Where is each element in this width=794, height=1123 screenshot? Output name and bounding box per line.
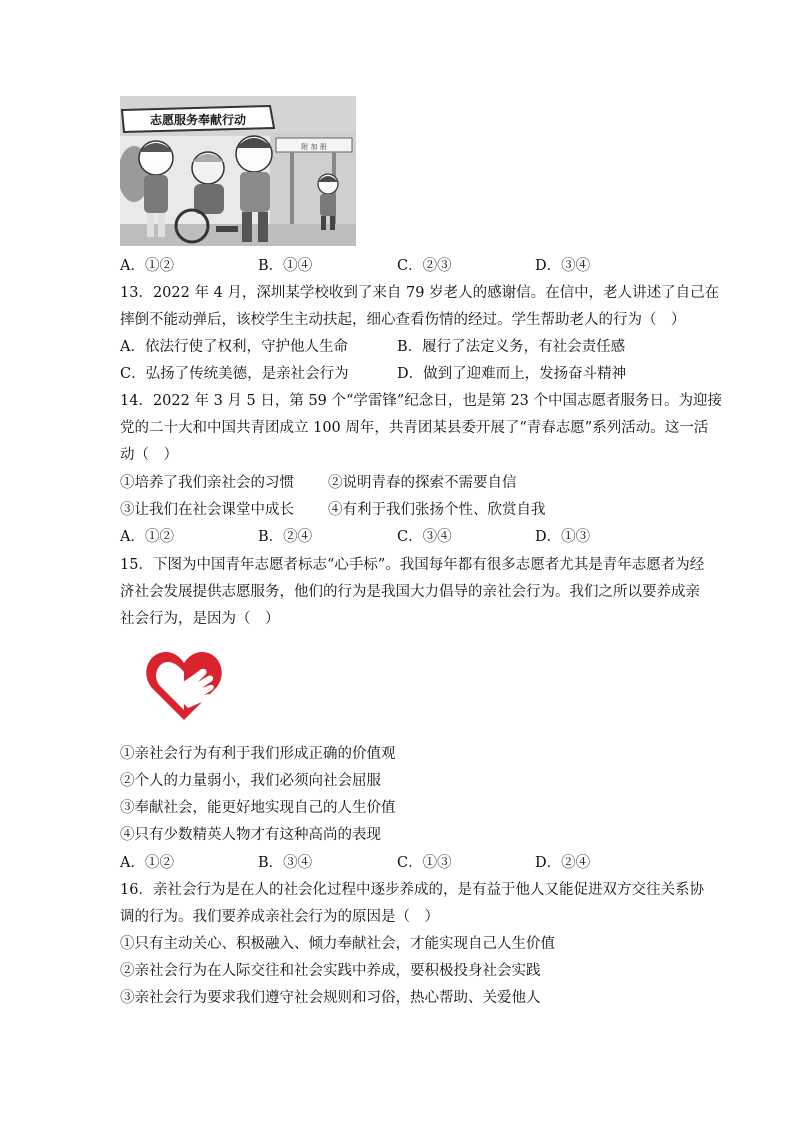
banner-title: 志愿服务奉献行动 [149, 113, 247, 127]
volunteer-illustration [120, 96, 356, 246]
q13-option-c[interactable]: C．弘扬了传统美德，是亲社会行为 [120, 366, 349, 382]
q15-option-a[interactable]: A．①② [120, 855, 174, 871]
heart-hand-logo-icon [144, 648, 224, 724]
q14-option-b[interactable]: B．②④ [258, 529, 313, 545]
street-sign: 附 加 册 [301, 143, 327, 151]
q13-stem-line-2: 摔倒不能动弹后，该校学生主动扶起，细心查看伤情的经过。学生帮助老人的行为（ ） [120, 312, 686, 328]
q15-stem-line-2: 济社会发展提供志愿服务，他们的行为是我国大力倡导的亲社会行为。我们之所以要养成亲 [120, 584, 700, 600]
q13-stem-line-1: 13．2022 年 4 月，深圳某学校收到了来自 79 岁老人的感谢信。在信中，老人讲述了自己在 [120, 285, 720, 301]
q15-statement-3: ③奉献社会，能更好地实现自己的人生价值 [120, 800, 396, 816]
q14-statement-3: ③让我们在社会课堂中成长 [120, 502, 294, 518]
q14-option-c[interactable]: C．③④ [397, 529, 452, 545]
q12-option-c[interactable]: C．②③ [397, 258, 452, 274]
q16-stem-line-1: 16．亲社会行为是在人的社会化过程中逐步养成的，是有益于他人又能促进双方交往关系协 [120, 882, 704, 898]
q16-statement-1: ①只有主动关心、积极融入、倾力奉献社会，才能实现自己人生价值 [120, 936, 555, 952]
q15-statement-2: ②个人的力量弱小，我们必须向社会屈服 [120, 773, 381, 789]
q15-stem-line-3: 社会行为，是因为（ ） [120, 611, 280, 627]
q15-option-b[interactable]: B．③④ [258, 855, 313, 871]
q14-statement-4: ④有利于我们张扬个性、欣赏自我 [328, 502, 546, 518]
q15-statement-1: ①亲社会行为有利于我们形成正确的价值观 [120, 746, 396, 762]
q15-stem-line-1: 15．下图为中国青年志愿者标志“心手标”。我国每年都有很多志愿者尤其是青年志愿者为经 [120, 557, 705, 573]
q14-stem-line-3: 动（ ） [120, 447, 178, 463]
q16-statement-3: ③亲社会行为要求我们遵守社会规则和习俗，热心帮助、关爱他人 [120, 990, 541, 1006]
q12-option-d[interactable]: D．③④ [535, 258, 591, 274]
q15-statement-4: ④只有少数精英人物才有这种高尚的表现 [120, 827, 381, 843]
q13-option-a[interactable]: A．依法行使了权利，守护他人生命 [120, 339, 348, 355]
q14-stem-line-1: 14．2022 年 3 月 5 日，第 59 个“学雷锋”纪念日，也是第 23 个中国志愿者服务日。为迎接 [120, 393, 723, 409]
q16-statement-2: ②亲社会行为在人际交往和社会实践中养成，要积极投身社会实践 [120, 963, 541, 979]
q14-statement-2: ②说明青春的探索不需要自信 [328, 475, 517, 491]
q13-option-b[interactable]: B．履行了法定义务，有社会责任感 [397, 339, 626, 355]
q14-option-d[interactable]: D．①③ [535, 529, 591, 545]
q15-option-d[interactable]: D．②④ [535, 855, 591, 871]
q14-statement-1: ①培养了我们亲社会的习惯 [120, 475, 294, 491]
q15-option-c[interactable]: C．①③ [397, 855, 452, 871]
q14-option-a[interactable]: A．①② [120, 529, 174, 545]
q13-option-d[interactable]: D．做到了迎难而上，发扬奋斗精神 [397, 366, 627, 382]
q12-option-b[interactable]: B．①④ [258, 258, 313, 274]
q14-stem-line-2: 党的二十大和中国共青团成立 100 周年，共青团某县委开展了“青春志愿”系列活动。这一活 [120, 420, 709, 436]
q12-option-a[interactable]: A．①② [120, 258, 174, 274]
q16-stem-line-2: 调的行为。我们要养成亲社会行为的原因是（ ） [120, 909, 439, 925]
